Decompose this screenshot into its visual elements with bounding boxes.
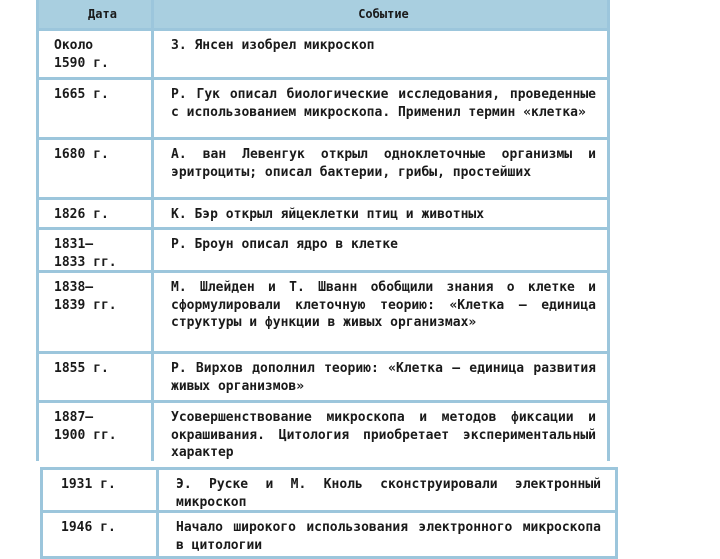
table-row [36, 227, 610, 270]
row-date: 1855 г. [36, 354, 154, 400]
table-row [36, 28, 610, 77]
row-event: А. ван Левенгук открыл одноклеточные организмы и эритроциты; описал бактерии, грибы, простейших [171, 147, 596, 180]
table-lower-section [40, 467, 618, 559]
table-row [36, 270, 610, 351]
row-event: М. Шлейден и Т. Шванн обобщили знания о клетке и сформулировали клеточную теорию: «Клетка — единица структуры и функции в живых организмах» [171, 280, 596, 330]
table-row [36, 400, 610, 461]
row-event: Усовершенствование микроскопа и методов фиксации и окрашивания. Цитология приобретает экспериментальный характер [171, 410, 596, 460]
history-table [36, 0, 610, 559]
header-date: Дата [36, 0, 154, 28]
row-date: 1665 г. [36, 80, 154, 137]
header-event: Событие [358, 7, 409, 21]
row-date: 1680 г. [36, 140, 154, 197]
table-row [36, 137, 610, 197]
row-date: 1826 г. [36, 200, 154, 227]
row-date: 1931 г. [43, 470, 159, 510]
table-row [43, 510, 615, 556]
table-row [36, 77, 610, 137]
row-date: 1838–1839 гг. [36, 273, 154, 351]
row-event: З. Янсен изобрел микроскоп [171, 38, 375, 53]
row-date: 1946 г. [43, 513, 159, 556]
row-event: К. Бэр открыл яйцеклетки птиц и животных [171, 207, 485, 222]
row-event: Р. Броун описал ядро в клетке [171, 237, 398, 252]
row-event: Э. Руске и М. Кноль сконструировали электронный микроскоп [176, 477, 601, 510]
row-event: Р. Гук описал биологические исследования, проведенные с использованием микроскопа. Применил термин «клетка» [171, 87, 596, 120]
row-date: 1887–1900 гг. [36, 403, 154, 461]
table-row [36, 197, 610, 227]
row-date: Около 1590 г. [36, 31, 154, 77]
row-date: 1831–1833 гг. [36, 230, 154, 270]
table-row [36, 351, 610, 400]
row-event: Начало широкого использования электронного микроскопа в цитологии [176, 520, 601, 553]
table-header [36, 0, 610, 28]
row-event: Р. Вирхов дополнил теорию: «Клетка — единица развития живых организмов» [171, 361, 596, 394]
table-row [43, 470, 615, 510]
table-upper-section [36, 0, 610, 461]
